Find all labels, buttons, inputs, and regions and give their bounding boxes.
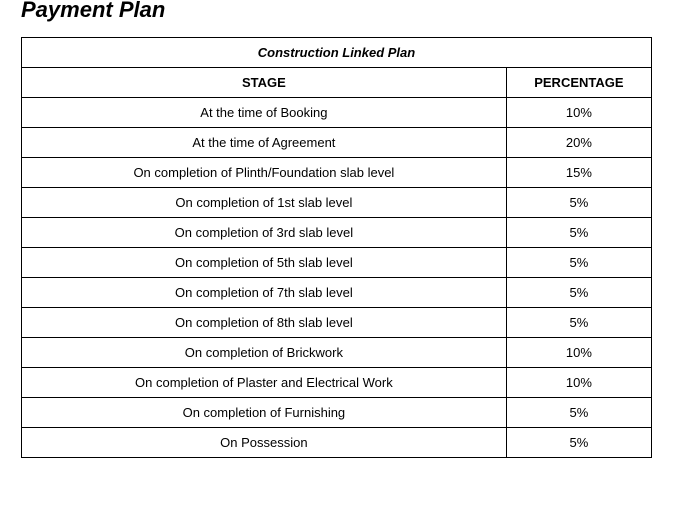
table-header-row xyxy=(22,68,652,98)
stage-cell: At the time of Booking xyxy=(22,98,507,128)
stage-cell: On completion of Brickwork xyxy=(22,338,507,368)
stage-cell: On completion of Furnishing xyxy=(22,398,507,428)
percentage-cell: 20% xyxy=(506,128,651,158)
percentage-cell: 5% xyxy=(506,188,651,218)
stage-cell: On completion of 5th slab level xyxy=(22,248,507,278)
percentage-cell: 5% xyxy=(506,428,651,458)
stage-cell: On completion of 3rd slab level xyxy=(22,218,507,248)
table-row xyxy=(22,428,652,458)
stage-column-header: STAGE xyxy=(22,68,507,98)
table-row xyxy=(22,368,652,398)
table-row xyxy=(22,308,652,338)
table-row xyxy=(22,278,652,308)
percentage-cell: 5% xyxy=(506,398,651,428)
page-title: Payment Plan xyxy=(21,0,166,22)
table-row xyxy=(22,128,652,158)
percentage-column-header: PERCENTAGE xyxy=(506,68,651,98)
table-row xyxy=(22,158,652,188)
table-row xyxy=(22,218,652,248)
stage-cell: On completion of 1st slab level xyxy=(22,188,507,218)
stage-cell: On completion of 8th slab level xyxy=(22,308,507,338)
stage-cell: On completion of Plinth/Foundation slab level xyxy=(22,158,507,188)
percentage-cell: 5% xyxy=(506,278,651,308)
percentage-cell: 15% xyxy=(506,158,651,188)
percentage-cell: 10% xyxy=(506,368,651,398)
percentage-cell: 5% xyxy=(506,248,651,278)
payment-plan-table xyxy=(21,37,652,458)
stage-cell: On completion of 7th slab level xyxy=(22,278,507,308)
table-row xyxy=(22,98,652,128)
percentage-cell: 5% xyxy=(506,308,651,338)
percentage-cell: 10% xyxy=(506,98,651,128)
stage-cell: At the time of Agreement xyxy=(22,128,507,158)
table-row xyxy=(22,248,652,278)
table-caption: Construction Linked Plan xyxy=(22,38,652,68)
percentage-cell: 5% xyxy=(506,218,651,248)
stage-cell: On Possession xyxy=(22,428,507,458)
table-row xyxy=(22,188,652,218)
stage-cell: On completion of Plaster and Electrical Work xyxy=(22,368,507,398)
table-row xyxy=(22,398,652,428)
table-row xyxy=(22,338,652,368)
percentage-cell: 10% xyxy=(506,338,651,368)
table-caption-row xyxy=(22,38,652,68)
